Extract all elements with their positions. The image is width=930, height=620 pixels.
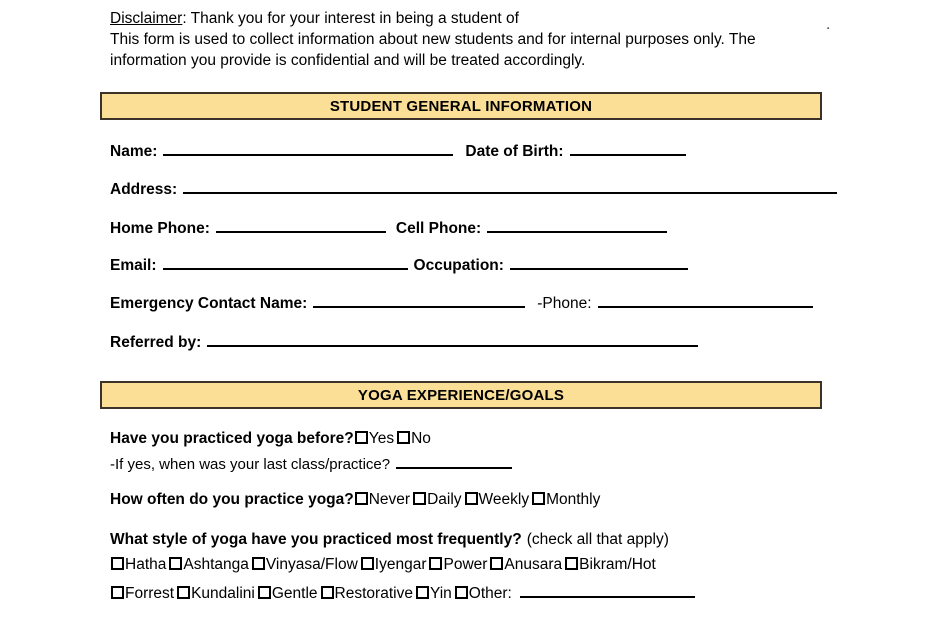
label-style-gentle: Gentle: [271, 585, 318, 602]
input-email[interactable]: [163, 254, 408, 270]
checkbox-style-gentle[interactable]: [258, 586, 271, 599]
input-emergency-phone[interactable]: [598, 292, 813, 308]
label-home-phone: Home Phone:: [110, 220, 210, 237]
label-frequency-daily: Daily: [427, 491, 462, 508]
question-text-practice-frequency: How often do you practice yoga?: [110, 491, 354, 508]
checkbox-style-other[interactable]: [455, 586, 468, 599]
question-yoga-style: [110, 531, 669, 549]
disclaimer-line2: This form is used to collect information about new students and for internal purposes only. The: [110, 31, 756, 48]
checkbox-frequency-monthly[interactable]: [532, 492, 545, 505]
label-address: Address:: [110, 181, 178, 198]
yoga-style-options-row-1: [110, 556, 658, 574]
section-banner-yoga-experience: [100, 381, 822, 409]
checkbox-style-ashtanga[interactable]: [169, 557, 182, 570]
label-style-bikram-hot: Bikram/Hot: [579, 556, 656, 573]
label-email: Email:: [110, 257, 157, 274]
field-row-emergency-contact: [110, 292, 813, 313]
disclaimer-paragraph: [110, 8, 830, 71]
field-row-email-occupation: [110, 254, 688, 275]
field-row-phones: [110, 217, 667, 238]
input-referred-by[interactable]: [207, 331, 698, 347]
label-style-kundalini: Kundalini: [191, 585, 255, 602]
input-style-other[interactable]: [520, 582, 695, 598]
label-practiced-no: No: [411, 430, 431, 447]
input-date-of-birth[interactable]: [570, 140, 686, 156]
label-practiced-yes: Yes: [368, 430, 395, 447]
checkbox-style-kundalini[interactable]: [177, 586, 190, 599]
checkbox-style-restorative[interactable]: [321, 586, 334, 599]
checkbox-style-hatha[interactable]: [111, 557, 124, 570]
checkbox-style-anusara[interactable]: [490, 557, 503, 570]
label-cell-phone: Cell Phone:: [395, 220, 482, 237]
question-last-class-followup: [110, 453, 512, 473]
label-style-hatha: Hatha: [125, 556, 167, 573]
checkbox-style-iyengar[interactable]: [361, 557, 374, 570]
input-home-phone[interactable]: [216, 217, 386, 233]
input-occupation[interactable]: [510, 254, 688, 270]
input-address[interactable]: [183, 178, 837, 194]
label-style-yin: Yin: [429, 585, 452, 602]
question-practiced-before: [110, 430, 433, 448]
section-banner-general-information: [100, 92, 822, 120]
label-style-iyengar: Iyengar: [374, 556, 427, 573]
label-style-other: Other:: [468, 585, 512, 602]
stray-period-mark: .: [826, 16, 831, 33]
checkbox-style-power[interactable]: [429, 557, 442, 570]
question-text-yoga-style: What style of yoga have you practiced most frequently?: [110, 531, 522, 548]
input-cell-phone[interactable]: [487, 217, 667, 233]
checkbox-frequency-weekly[interactable]: [465, 492, 478, 505]
label-frequency-never: Never: [368, 491, 411, 508]
checkbox-style-yin[interactable]: [416, 586, 429, 599]
field-row-address: [110, 178, 837, 199]
question-text-practiced-before: Have you practiced yoga before?: [110, 430, 354, 447]
question-practice-frequency: [110, 491, 602, 509]
section-title-general: STUDENT GENERAL INFORMATION: [329, 97, 593, 115]
checkbox-style-bikram-hot[interactable]: [565, 557, 578, 570]
label-referred-by: Referred by:: [110, 334, 202, 351]
label-style-ashtanga: Ashtanga: [183, 556, 249, 573]
disclaimer-label: Disclaimer: [110, 10, 183, 27]
input-emergency-contact-name[interactable]: [313, 292, 525, 308]
checkbox-style-forrest[interactable]: [111, 586, 124, 599]
disclaimer-line1: : Thank you for your interest in being a student of: [182, 10, 519, 27]
checkbox-style-vinyasa-flow[interactable]: [252, 557, 265, 570]
label-emergency-phone: -Phone:: [537, 295, 592, 312]
checkbox-frequency-never[interactable]: [355, 492, 368, 505]
label-emergency-contact-name: Emergency Contact Name:: [110, 295, 308, 312]
label-occupation: Occupation:: [413, 257, 504, 274]
label-style-power: Power: [443, 556, 488, 573]
label-frequency-monthly: Monthly: [546, 491, 601, 508]
field-row-name: [110, 140, 686, 161]
checkbox-practiced-yes[interactable]: [355, 431, 368, 444]
label-name: Name:: [110, 143, 158, 160]
input-name[interactable]: [163, 140, 453, 156]
label-last-class: -If yes, when was your last class/practice?: [110, 456, 391, 473]
label-style-restorative: Restorative: [334, 585, 413, 602]
field-row-referred-by: [110, 331, 698, 352]
label-frequency-weekly: Weekly: [478, 491, 530, 508]
label-date-of-birth: Date of Birth:: [465, 143, 564, 160]
note-check-all-that-apply: (check all that apply): [526, 531, 669, 548]
label-style-anusara: Anusara: [504, 556, 563, 573]
checkbox-practiced-no[interactable]: [397, 431, 410, 444]
label-style-forrest: Forrest: [125, 585, 175, 602]
disclaimer-line3: information you provide is confidential and will be treated accordingly.: [110, 52, 586, 69]
yoga-style-options-row-2: [110, 582, 695, 603]
section-title-yoga: YOGA EXPERIENCE/GOALS: [357, 386, 565, 404]
label-style-vinyasa-flow: Vinyasa/Flow: [265, 556, 358, 573]
input-last-class-date[interactable]: [396, 453, 512, 469]
checkbox-frequency-daily[interactable]: [413, 492, 426, 505]
